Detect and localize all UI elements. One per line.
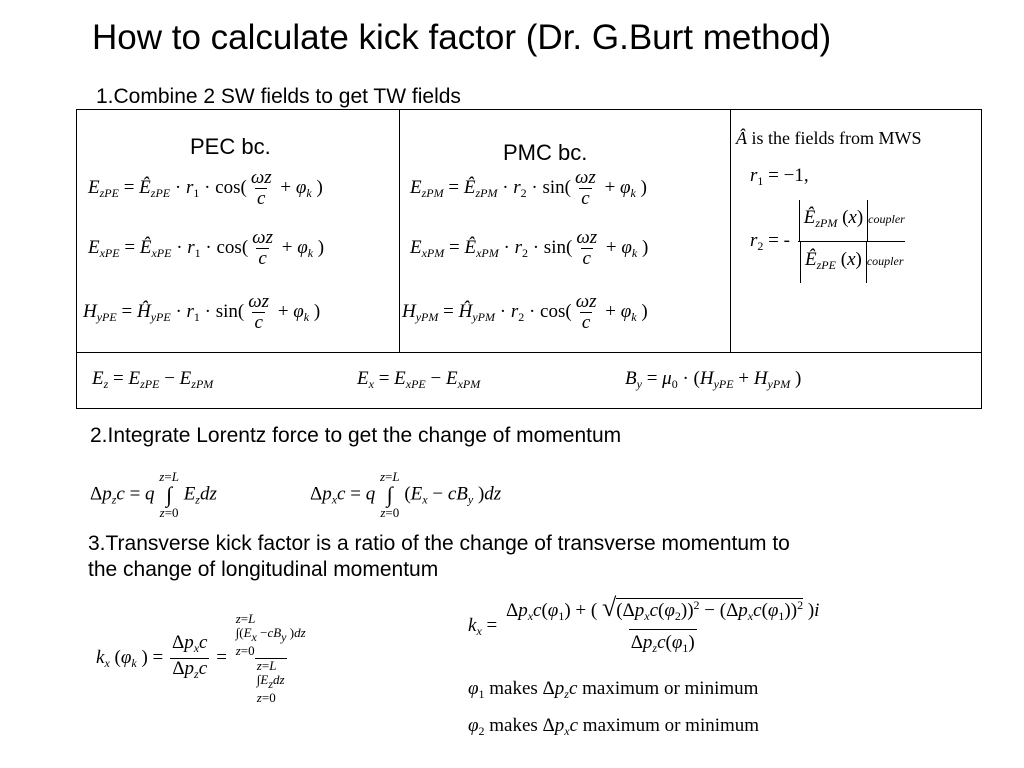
eq-kick-factor-ratio: $k_x$ ($\varphi_k$ ) = $\frac{\Delta p_xc}{\Delta p_zc}$ = z=L $\int(E_x -cB_y$ )dz z=0 z=L $\int E_zdz$ z=0	[96, 611, 306, 705]
pmc-label: PMC bc.	[503, 140, 588, 165]
eq-kick-factor-full: $k_x$ = $\frac{\Delta p_xc(\varphi_1) + ( √(\Delta p_xc(\varphi_2))^2 - (\Delta p_xc(\varphi_1))^2 )i}{\Delta p_zc(\varphi_1)}$	[468, 592, 823, 661]
eq-by-total: $B_y = \mu_0 \cdot (H_{yPE} + H_{yPM}$ )	[625, 368, 802, 391]
eq-ezpe: $E_{zPE}$ = $Ê_{zPE} \cdot r_1 \cdot \cos$( $\frac{\omega z}{c}$ + $\varphi_k$ )	[88, 167, 323, 209]
step-2-text: 2.Integrate Lorentz force to get the change of momentum	[90, 424, 622, 447]
slide-title: How to calculate kick factor (Dr. G.Burt method)	[92, 18, 832, 57]
table-row-divider	[76, 352, 981, 353]
table-divider-2	[730, 109, 731, 352]
step-3-line-1: 3.Transverse kick factor is a ratio of the change of transverse momentum to	[88, 532, 790, 555]
eq-r2: $r_2$ = - $\frac{Ê_{zPM} (x) coupler}{Ê_{zPE} (x) coupler}$	[750, 200, 909, 283]
mws-note: Â is the fields from MWS	[736, 128, 922, 148]
eq-ezpm: $E_{zPM}$ = $Ê_{zPM} \cdot r_2 \cdot \sin$( $\frac{\omega z}{c}$ + $\varphi_k$ )	[410, 167, 647, 209]
eq-r1: $r_1 = -1$,	[750, 165, 809, 188]
eq-ez-total: $E_z = E_{zPE} - E_{zPM}$	[92, 368, 214, 391]
step-3-line-2: the change of longitudinal momentum	[88, 558, 439, 581]
eq-expe: $E_{xPE}$ = $Ê_{xPE} \cdot r_1 \cdot \cos$( $\frac{\omega z}{c}$ + $\varphi_k$ )	[88, 227, 325, 269]
pec-label: PEC bc.	[190, 134, 271, 159]
phi2-note: $\varphi_2$ makes $\Delta p_xc$ maximum or minimum	[468, 715, 760, 738]
eq-ex-total: $E_x = E_{xPE} - E_{xPM}$	[357, 368, 481, 391]
table-divider-1	[399, 109, 400, 352]
eq-delta-pz: $\Delta p_zc = q$ z=L ∫ z=0 $E_zdz$	[90, 469, 217, 520]
eq-expm: $E_{xPM}$ = $Ê_{xPM} \cdot r_2 \cdot \sin$( $\frac{\omega z}{c}$ + $\varphi_k$ )	[410, 227, 649, 269]
step-1-text: 1.Combine 2 SW fields to get TW fields	[96, 85, 461, 108]
phi1-note: $\varphi_1$ makes $\Delta p_zc$ maximum or minimum	[468, 678, 759, 701]
eq-hypm: $H_{yPM}$ = $Ĥ_{yPM} \cdot r_2 \cdot \cos$( $\frac{\omega z}{c}$ + $\varphi_k$ )	[402, 291, 648, 333]
eq-delta-px: $\Delta p_xc = q$ z=L ∫ z=0 ($E_x - cB_y$ )dz	[310, 469, 502, 520]
eq-hype: $H_{yPE}$ = $Ĥ_{yPE} \cdot r_1 \cdot \sin$( $\frac{\omega z}{c}$ + $\varphi_k$ )	[83, 291, 321, 333]
